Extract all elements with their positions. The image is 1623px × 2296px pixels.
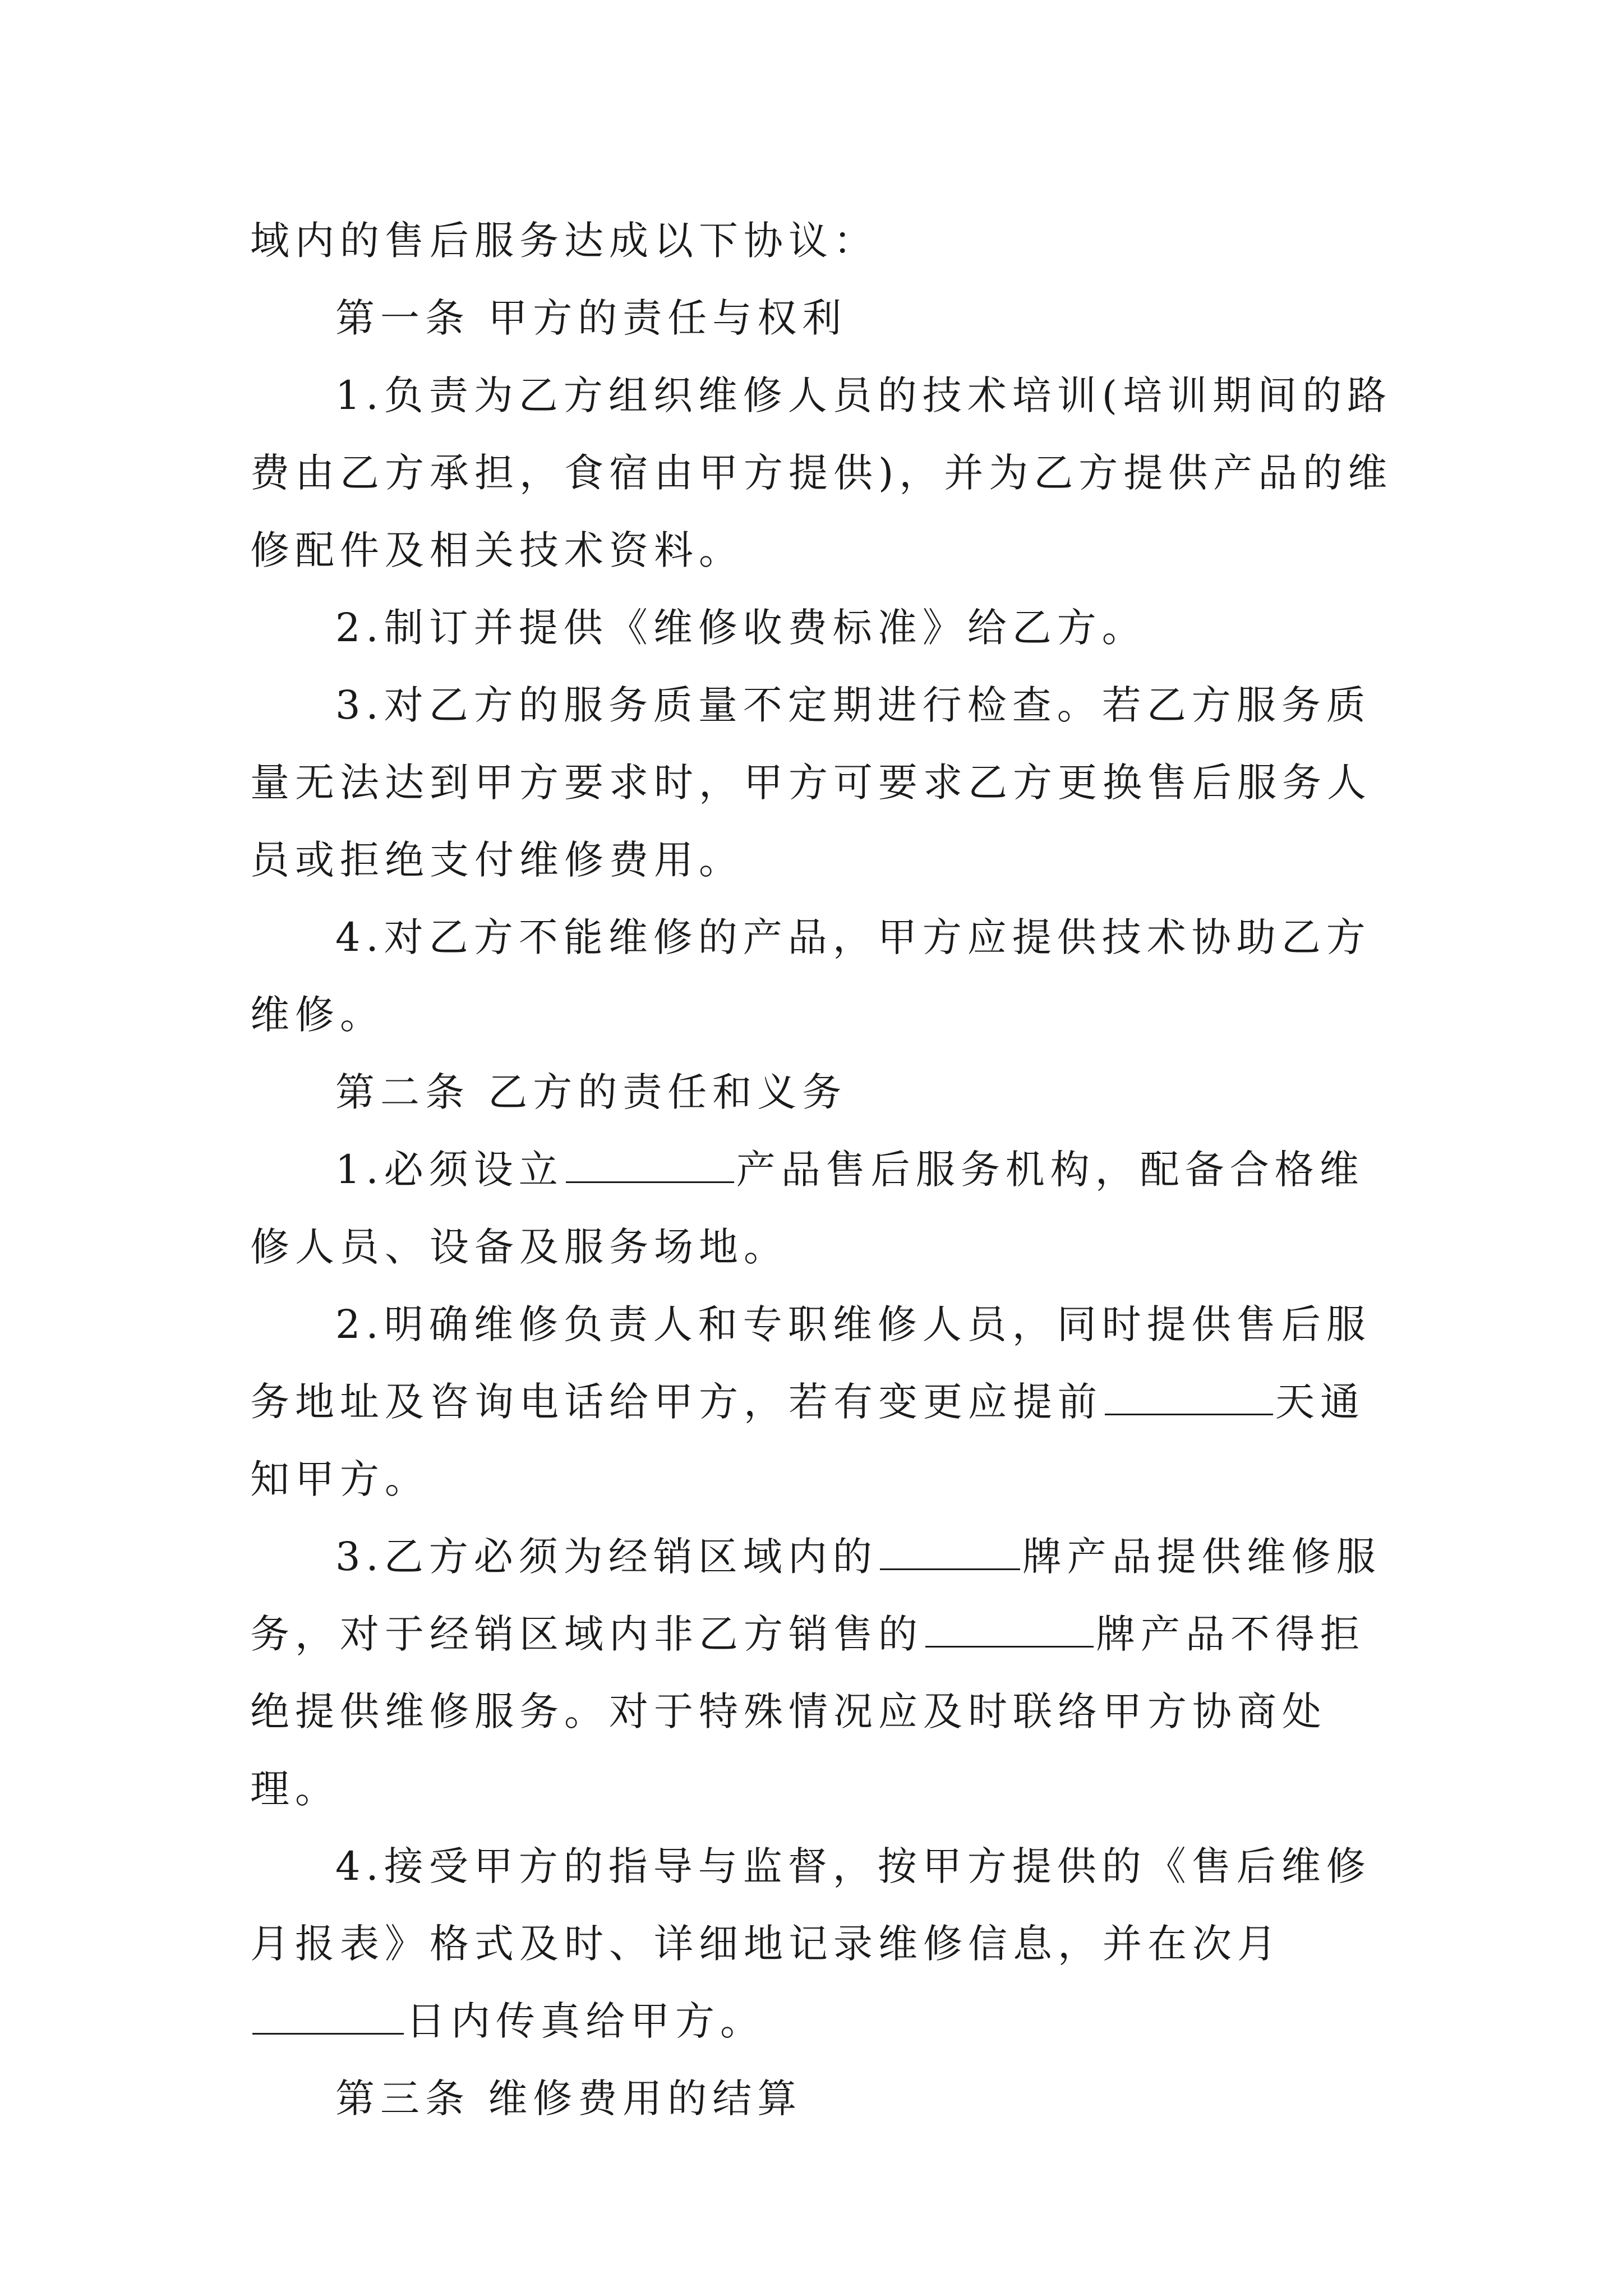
document-body: [250, 202, 1394, 2137]
clause-text: 2.明确维修负责人和专职维修人员，同时提供售后服务地址及咨询电话给甲方，若有变更应提前: [250, 1301, 1371, 1425]
article-1-clause-4: 4.对乙方不能维修的产品，甲方应提供技术协助乙方维修。: [250, 914, 1371, 1038]
clause-text: 1.必须设立: [335, 1147, 564, 1193]
paragraph-intro-continuation: 域内的售后服务达成以下协议：: [250, 218, 878, 264]
article-2-clause-4: [250, 1828, 1394, 2060]
fill-in-blank: [1105, 1382, 1273, 1415]
clause-text: 牌产品提供维修服务，对于经销区域内非乙方销售的: [250, 1534, 1381, 1657]
article-1-heading: 第一条 甲方的责任与权利: [335, 295, 847, 341]
clause-text: 4.接受甲方的指导与监督，按甲方提供的《售后维修月报表》格式及时、详细地记录维修信息，并在次月: [250, 1843, 1371, 1967]
article-3-heading: 第三条 维修费用的结算: [335, 2076, 803, 2122]
article-2-heading: 第二条 乙方的责任和义务: [335, 1069, 847, 1115]
article-1-clause-3: 3.对乙方的服务质量不定期进行检查。若乙方服务质量无法达到甲方要求时，甲方可要求乙方更换售后服务人员或拒绝支付维修费用。: [250, 682, 1372, 883]
clause-text: 3.乙方必须为经销区域内的: [335, 1534, 878, 1580]
fill-in-blank: [925, 1614, 1094, 1648]
article-1-clause-1: 1.负责为乙方组织维修人员的技术培训(培训期间的路费由乙方承担，食宿由甲方提供)，并为乙方提供产品的维修配件及相关技术资料。: [250, 372, 1393, 573]
article-2-clause-3: [250, 1518, 1394, 1828]
clause-text: 日内传真给甲方。: [406, 1998, 765, 2044]
article-2-clause-1: [250, 1131, 1394, 1286]
fill-in-blank: [252, 2001, 404, 2035]
clause-text: 产品售后服务机构，配备合格维修人员、设备及服务场地。: [250, 1147, 1364, 1270]
fill-in-blank: [880, 1537, 1020, 1570]
article-2-clause-2: [250, 1286, 1394, 1518]
clause-text: 天通知甲方。: [250, 1379, 1365, 1502]
clause-text: 牌产品不得拒绝提供维修服务。对于特殊情况应及时联络甲方协商处理。: [250, 1611, 1365, 1812]
fill-in-blank: [566, 1150, 734, 1183]
article-1-clause-2: 2.制订并提供《维修收费标准》给乙方。: [335, 605, 1147, 651]
